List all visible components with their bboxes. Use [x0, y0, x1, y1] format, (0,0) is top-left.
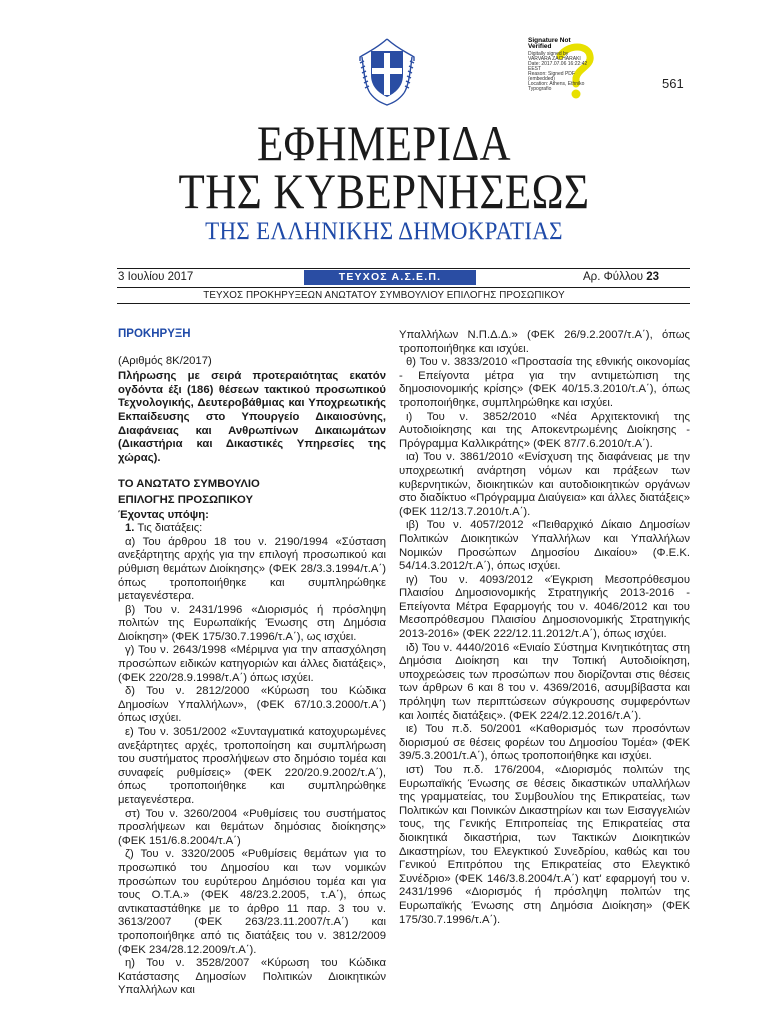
signature-detail: (embedded): [528, 76, 555, 82]
sheet-value: 23: [646, 271, 660, 283]
document-subject: Πλήρωσης με σειρά προτεραιότητας εκατόν ογδόντα έξι (186) θέσεων τακτικού προσωπικού Τεχνολογικής, Δευτεροβάθμιας και Υποχρεωτικής Εκπαίδευσης στο Υπουργείο Δικαιοσύνης, Διαφάνειας και Ανθρωπίνων Δικαιωμάτων (Δικαστήρια και Δικαστικές Υπηρεσίες της χώρας).: [118, 370, 386, 464]
page-number: 561: [662, 76, 684, 91]
header-rule-middle: [117, 287, 690, 288]
signature-detail: Location: Athens, Ethniko: [528, 81, 585, 87]
document-number: (Αριθμός 8Κ/2017): [118, 354, 212, 367]
greek-coat-of-arms-icon: [356, 35, 418, 107]
issue-badge: ΤΕΥΧΟΣ Α.Σ.Ε.Π.: [304, 270, 476, 285]
digital-signature-stamp: [528, 38, 610, 102]
provision-paragraph: ιε) Του π.δ. 50/2001 «Καθορισμός των προσόντων διορισμού σε θέσεις φορέων του Δημοσίου Τομέα» (ΦΕΚ 39/5.3.2001/τ.Α΄), όπως τροποποιήθηκε και ισχύει.: [399, 723, 690, 763]
left-column: [118, 328, 386, 998]
provision-paragraph: στ) Του ν. 3260/2004 «Ρυθμίσεις του συστήματος προσλήψεων και θεμάτων δημόσιας διοίκησης» (ΦΕΚ 151/6.8.2004/τ.Α΄): [118, 807, 386, 847]
provision-paragraph: ε) Του ν. 3051/2002 «Συνταγματικά κατοχυρωμένες ανεξάρτητες αρχές, τροποποίηση και συμπλήρωση του συστήματος προσλήψεων στο δημόσιο τομέα και συναφείς ρυθμίσεις» (ΦΕΚ 220/20.9.2002/τ.Α΄), όπως τροποποιήθηκε και συμπληρώθηκε μεταγενέστερα.: [118, 726, 386, 806]
series-subtitle: ΤΕΥΧΟΣ ΠΡΟΚΗΡΥΞΕΩΝ ΑΝΩΤΑΤΟΥ ΣΥΜΒΟΥΛΙΟΥ ΕΠΙΛΟΓΗΣ ΠΡΟΣΩΠΙΚΟΥ: [203, 290, 565, 301]
considering-heading: Έχοντας υπόψη:: [118, 508, 209, 521]
header-rule-bottom: [117, 303, 690, 304]
sheet-label: Αρ. Φύλλου: [583, 271, 644, 283]
provision-paragraph: β) Του ν. 2431/1996 «Διορισμός ή πρόσληψη πολιτών της Ευρωπαϊκής Ένωσης στη Δημόσια Διοίκηση» (ΦΕΚ 175/30.7.1996/τ.Α΄), ως ισχύει.: [118, 603, 386, 643]
gazette-title-line1: ΕΦΗΜΕΡΙΔΑ: [256, 115, 512, 171]
provision-paragraph: ια) Του ν. 3861/2010 «Ενίσχυση της διαφάνειας με την υποχρεωτική ανάρτηση νόμων και πράξεων των κυβερνητικών, διοικητικών και αυτοδιοικητικών οργάνων στο διαδίκτυο «Πρόγραμμα Διαύγεια» και άλλες διατάξεις» (ΦΕΚ 112/13.7.2010/τ.Α΄).: [399, 451, 690, 518]
signature-detail: Typografio: [528, 86, 552, 92]
signature-status-line2: Verified: [528, 43, 552, 50]
point-heading: [118, 522, 386, 536]
provision-paragraph: θ) Του ν. 3833/2010 «Προστασία της εθνικής οικονομίας - Επείγοντα μέτρα για την αντιμετώπιση της δημοσιονομικής κρίσης» (ΦΕΚ 40/15.3.2010/τ.Α΄), όπως τροποποιήθηκε, συμπληρώθηκε και ισχύει.: [399, 356, 690, 409]
provision-paragraph: α) Του άρθρου 18 του ν. 2190/1994 «Σύσταση ανεξάρτητης αρχής για την επιλογή προσωπικού και ρύθμιση θεμάτων Διοίκησης» (ΦΕΚ 28/3.3.1994/τ.Α΄) όπως τροποποιήθηκε και συμπληρώθηκε μεταγενέστερα.: [118, 535, 386, 603]
signature-status-line1: Signature Not: [528, 37, 571, 44]
provision-paragraph: ιγ) Του ν. 4093/2012 «Έγκριση Μεσοπρόθεσμου Πλαισίου Δημοσιονομικής Στρατηγικής 2013-2016 - Επείγοντα Μέτρα Εφαρμογής του ν. 4046/2012 και του Μεσοπρόθεσμου Πλαισίου Δημοσιονομικής Στρατηγικής 2013-2016» (ΦΕΚ 222/12.11.2012/τ.Α΄), όπως ισχύει.: [399, 573, 690, 641]
right-column: [399, 329, 690, 927]
signature-detail: Reason: Signed PDF: [528, 71, 575, 77]
provision-paragraph: ιστ) Του π.δ. 176/2004, «Διορισμός πολιτών της Ευρωπαϊκής Ένωσης σε θέσεις δικαστικών υπαλλήλων της γραμματείας, του Συμβουλίου της Επικρατείας, των Πολιτικών και Ποινικών Δικαστηρίων και των Εισαγγελιών τους, της Γενικής Επιτροπείας της Επικρατείας στα διοικητικά δικαστήρια, των Τακτικών Διοικητικών Δικαστηρίων, του Ελεγκτικού Συνεδρίου, καθώς και του Γενικού Επιτρόπου της Επικρατείας στο Ελεγκτικό Συνέδριο» (ΦΕΚ 146/3.8.2004/τ.Α΄) κατ' εφαρμογή του ν. 2431/1996 «Διορισμός ή πρόσληψη πολιτών της Ευρωπαϊκής Ένωσης στη Δημόσια Διοίκηση» (ΦΕΚ 175/30.7.1996/τ.Α΄).: [399, 764, 690, 926]
point-number: 1.: [125, 522, 135, 535]
provision-paragraph: ιδ) Του ν. 4440/2016 «Ενιαίο Σύστημα Κινητικότητας στη Δημόσια Διοίκηση και την Τοπική Αυτοδιοίκηση, υποχρεώσεις των προσώπων που διορίζονται στις θέσεις των άρθρων 6 και 8 του ν. 4369/2016, ασυμβίβαστα και πρόληψη των περιπτώσεων σύγκρουσης συμφερόντων και λοιπές διατάξεις». (ΦΕΚ 224/2.12.2016/τ.Α΄).: [399, 641, 690, 722]
provision-paragraph: η) Του ν. 3528/2007 «Κύρωση του Κώδικα Κατάστασης Δημοσίων Πολιτικών Διοικητικών Υπαλλήλων και: [118, 957, 386, 997]
issue-date: 3 Ιουλίου 2017: [118, 271, 194, 283]
signature-detail: Date: 2017.07.06 16:22:42: [528, 61, 588, 67]
point-text: Τις διατάξεις:: [137, 522, 203, 535]
signature-detail: Digitally signed by: [528, 51, 569, 57]
authority-name-line2: ΕΠΙΛΟΓΗΣ ΠΡΟΣΩΠΙΚΟΥ: [118, 493, 253, 506]
authority-name-line1: ΤΟ ΑΝΩΤΑΤΟ ΣΥΜΒΟΥΛΙΟ: [118, 478, 260, 491]
document-kind: ΠΡΟΚΗΡΥΞΗ: [118, 328, 191, 340]
provision-paragraph: ιβ) Του ν. 4057/2012 «Πειθαρχικό Δίκαιο Δημοσίων Πολιτικών Διοικητικών Υπαλλήλων και Υπαλλήλων Νομικών Προσώπων Δημοσίου Δικαίου» (Φ.Ε.Κ. 54/14.3.2012/τ.Α΄), όπως ισχύει.: [399, 519, 690, 573]
signature-detail: VARVARA ZACHARAKI: [528, 56, 581, 62]
provision-paragraph: ζ) Του ν. 3320/2005 «Ρυθμίσεις θεμάτων για το προσωπικό του Δημοσίου και των νομικών προσώπων του ευρύτερου Δημόσιου τομέα και για τους Ο.Τ.Α.» (ΦΕΚ 48/23.2.2005, τ.Α΄), όπως αντικαταστάθηκε με το άρθρο 11 παρ. 3 του ν. 3613/2007 (ΦΕΚ 263/23.11.2007/τ.Α΄) και τροποποιήθηκε από τις διατάξεις του ν. 3812/2009 (ΦΕΚ 234/28.12.2009/τ.Α΄).: [118, 848, 386, 956]
signature-detail: EEST: [528, 66, 542, 72]
gazette-title-line2: ΤΗΣ ΚΥΒΕΡΝΗΣΕΩΣ: [178, 163, 590, 219]
provision-paragraph: ι) Του ν. 3852/2010 «Νέα Αρχιτεκτονική της Αυτοδιοίκησης και της Αποκεντρωμένης Διοίκησης - Πρόγραμμα Καλλικράτης» (ΦΕΚ 87/7.6.2010/τ.Α΄).: [399, 410, 690, 450]
header-rule-top: [117, 268, 690, 269]
provision-paragraph: δ) Του ν. 2812/2000 «Κύρωση του Κώδικα Δημοσίων Υπαλλήλων», (ΦΕΚ 67/10.3.2000/τ.Α΄) όπως ισχύει.: [118, 685, 386, 725]
sheet-number: [583, 271, 659, 283]
provision-paragraph: γ) Του ν. 2643/1998 «Μέριμνα για την απασχόληση προσώπων ειδικών κατηγοριών και άλλες διατάξεις», (ΦΕΚ 220/28.9.1998/τ.Α΄) όπως ισχύει.: [118, 644, 386, 684]
gazette-title-line3: ΤΗΣ ΕΛΛΗΝΙΚΗΣ ΔΗΜΟΚΡΑΤΙΑΣ: [205, 218, 563, 245]
provision-paragraph: Υπαλλήλων Ν.Π.Δ.Δ.» (ΦΕΚ 26/9.2.2007/τ.Α΄), όπως τροποποιήθηκε και ισχύει.: [399, 329, 690, 355]
